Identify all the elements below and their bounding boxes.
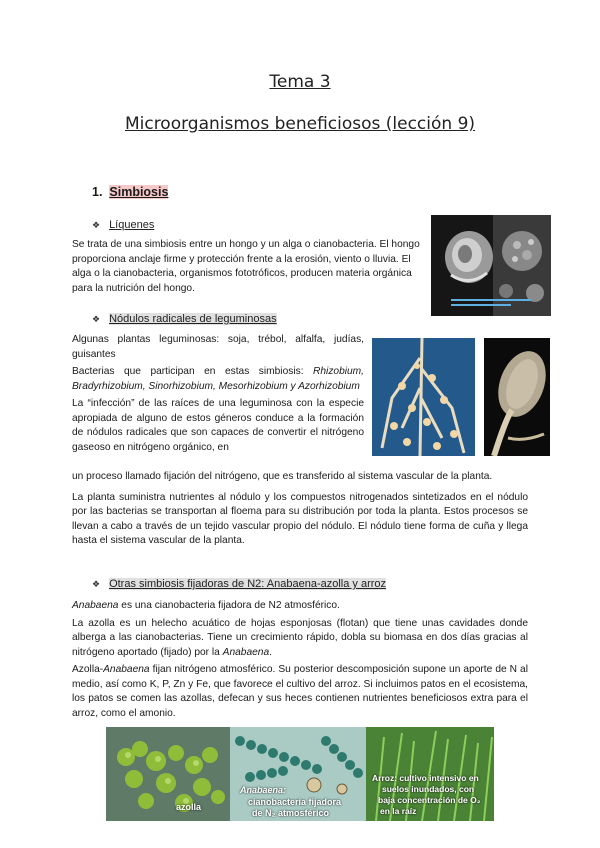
arroz-caption-2: suelos inundados, con	[382, 784, 475, 794]
lichen-micrograph-image	[431, 215, 551, 316]
otras-text: Anabaena es una cianobacteria fijadora de N2 atmosférico. La azolla es un helecho acuático de hojas esponjosas (flotan) que tiene unas cavidades donde alberga a las cianobacterias. Tiene un crecimiento rápido, dobla su biomasa en dos días gracias al nitrógeno aportado (fijado) por la Anabaena. Azolla-Anabaena fijan nitrógeno atmosférico. Su posterior descomposición supone un aporte de N al medio, así como K, P, Zn y Fe, que favorece el cultivo del arroz. Si incluimos patos en el ecosistema, los patos se comen las azollas, defecan y sus heces contienen nutrientes beneficiosos extra para el arroz, como el amonio.	[72, 600, 528, 719]
page-title: Tema 3	[269, 72, 331, 92]
subheading-nodulos: ❖ Nódulos radicales de leguminosas	[92, 313, 277, 325]
anabaena-caption-2: cianobacteria fijadora	[248, 797, 342, 807]
page-subtitle: Microorganismos beneficiosos (lección 9)	[124, 114, 476, 134]
section-heading-simbiosis	[92, 185, 168, 199]
anabaena-caption-1: Anabaena:	[240, 785, 287, 795]
azolla-image	[106, 727, 230, 821]
subheading-otras-simbiosis: ❖ Otras simbiosis fijadoras de N2: Anabaena-azolla y arroz	[92, 578, 387, 590]
bullet-icon: ❖	[92, 220, 101, 230]
arroz-image	[366, 727, 494, 821]
arroz-caption-1: Arroz: cultivo intensivo en	[372, 773, 479, 783]
arroz-caption-3: baja concentración de O₂	[378, 795, 481, 805]
anabaena-caption-3: de N₂ atmosférico	[252, 808, 330, 818]
nodule-closeup-image	[484, 338, 550, 456]
azolla-caption: azolla	[176, 802, 202, 812]
subheading-liquenes: ❖ Líquenes	[92, 219, 155, 231]
root-nodules-image	[372, 338, 475, 456]
anabaena-image	[230, 727, 366, 821]
section-title: Simbiosis	[109, 185, 169, 199]
nodulos-text-cont: un proceso llamado fijación del nitrógeno, que es transferido al sistema vascular de la planta. La planta suministra nutrientes al nódulo y los compuestos nitrogenados sintetizados en el nódulo por las bacterias se transportan al floema para su distribución por toda la planta. Estos procesos se llevan a cabo a través de un tejido vascular propio del nódulo. El nódulo tiene forma de cuña y llega hasta el sistema vascular de la planta.	[72, 471, 528, 546]
liquenes-text: Se trata de una simbiosis entre un hongo y un alga o cianobacteria. El hongo proporciona anclaje firme y protección frente a la erosión, viento o lluvia. El alga o la cianobacteria, organismos fototróficos, producen materia orgánica para la nutrición del hongo.	[72, 239, 420, 294]
bullet-icon: ❖	[92, 314, 101, 324]
nodulos-text: Algunas plantas leguminosas: soja, trébol, alfalfa, judías, guisantes Bacterias que participan en estas simbiosis: Rhizobium, Bradyrhizobium, Sinorhizobium, Mesorhizobium y Azorhizobium La “infección” de las raíces de una leguminosa con la especie apropiada de alguno de estos géneros conduce a la formación de nódulos radicales que son capaces de convertir el nitrógeno gaseoso en nitrógeno orgánico, en	[72, 334, 364, 453]
arroz-caption-4: en la raíz	[380, 806, 417, 816]
section-number: 1.	[92, 185, 103, 199]
bullet-icon: ❖	[92, 579, 101, 589]
